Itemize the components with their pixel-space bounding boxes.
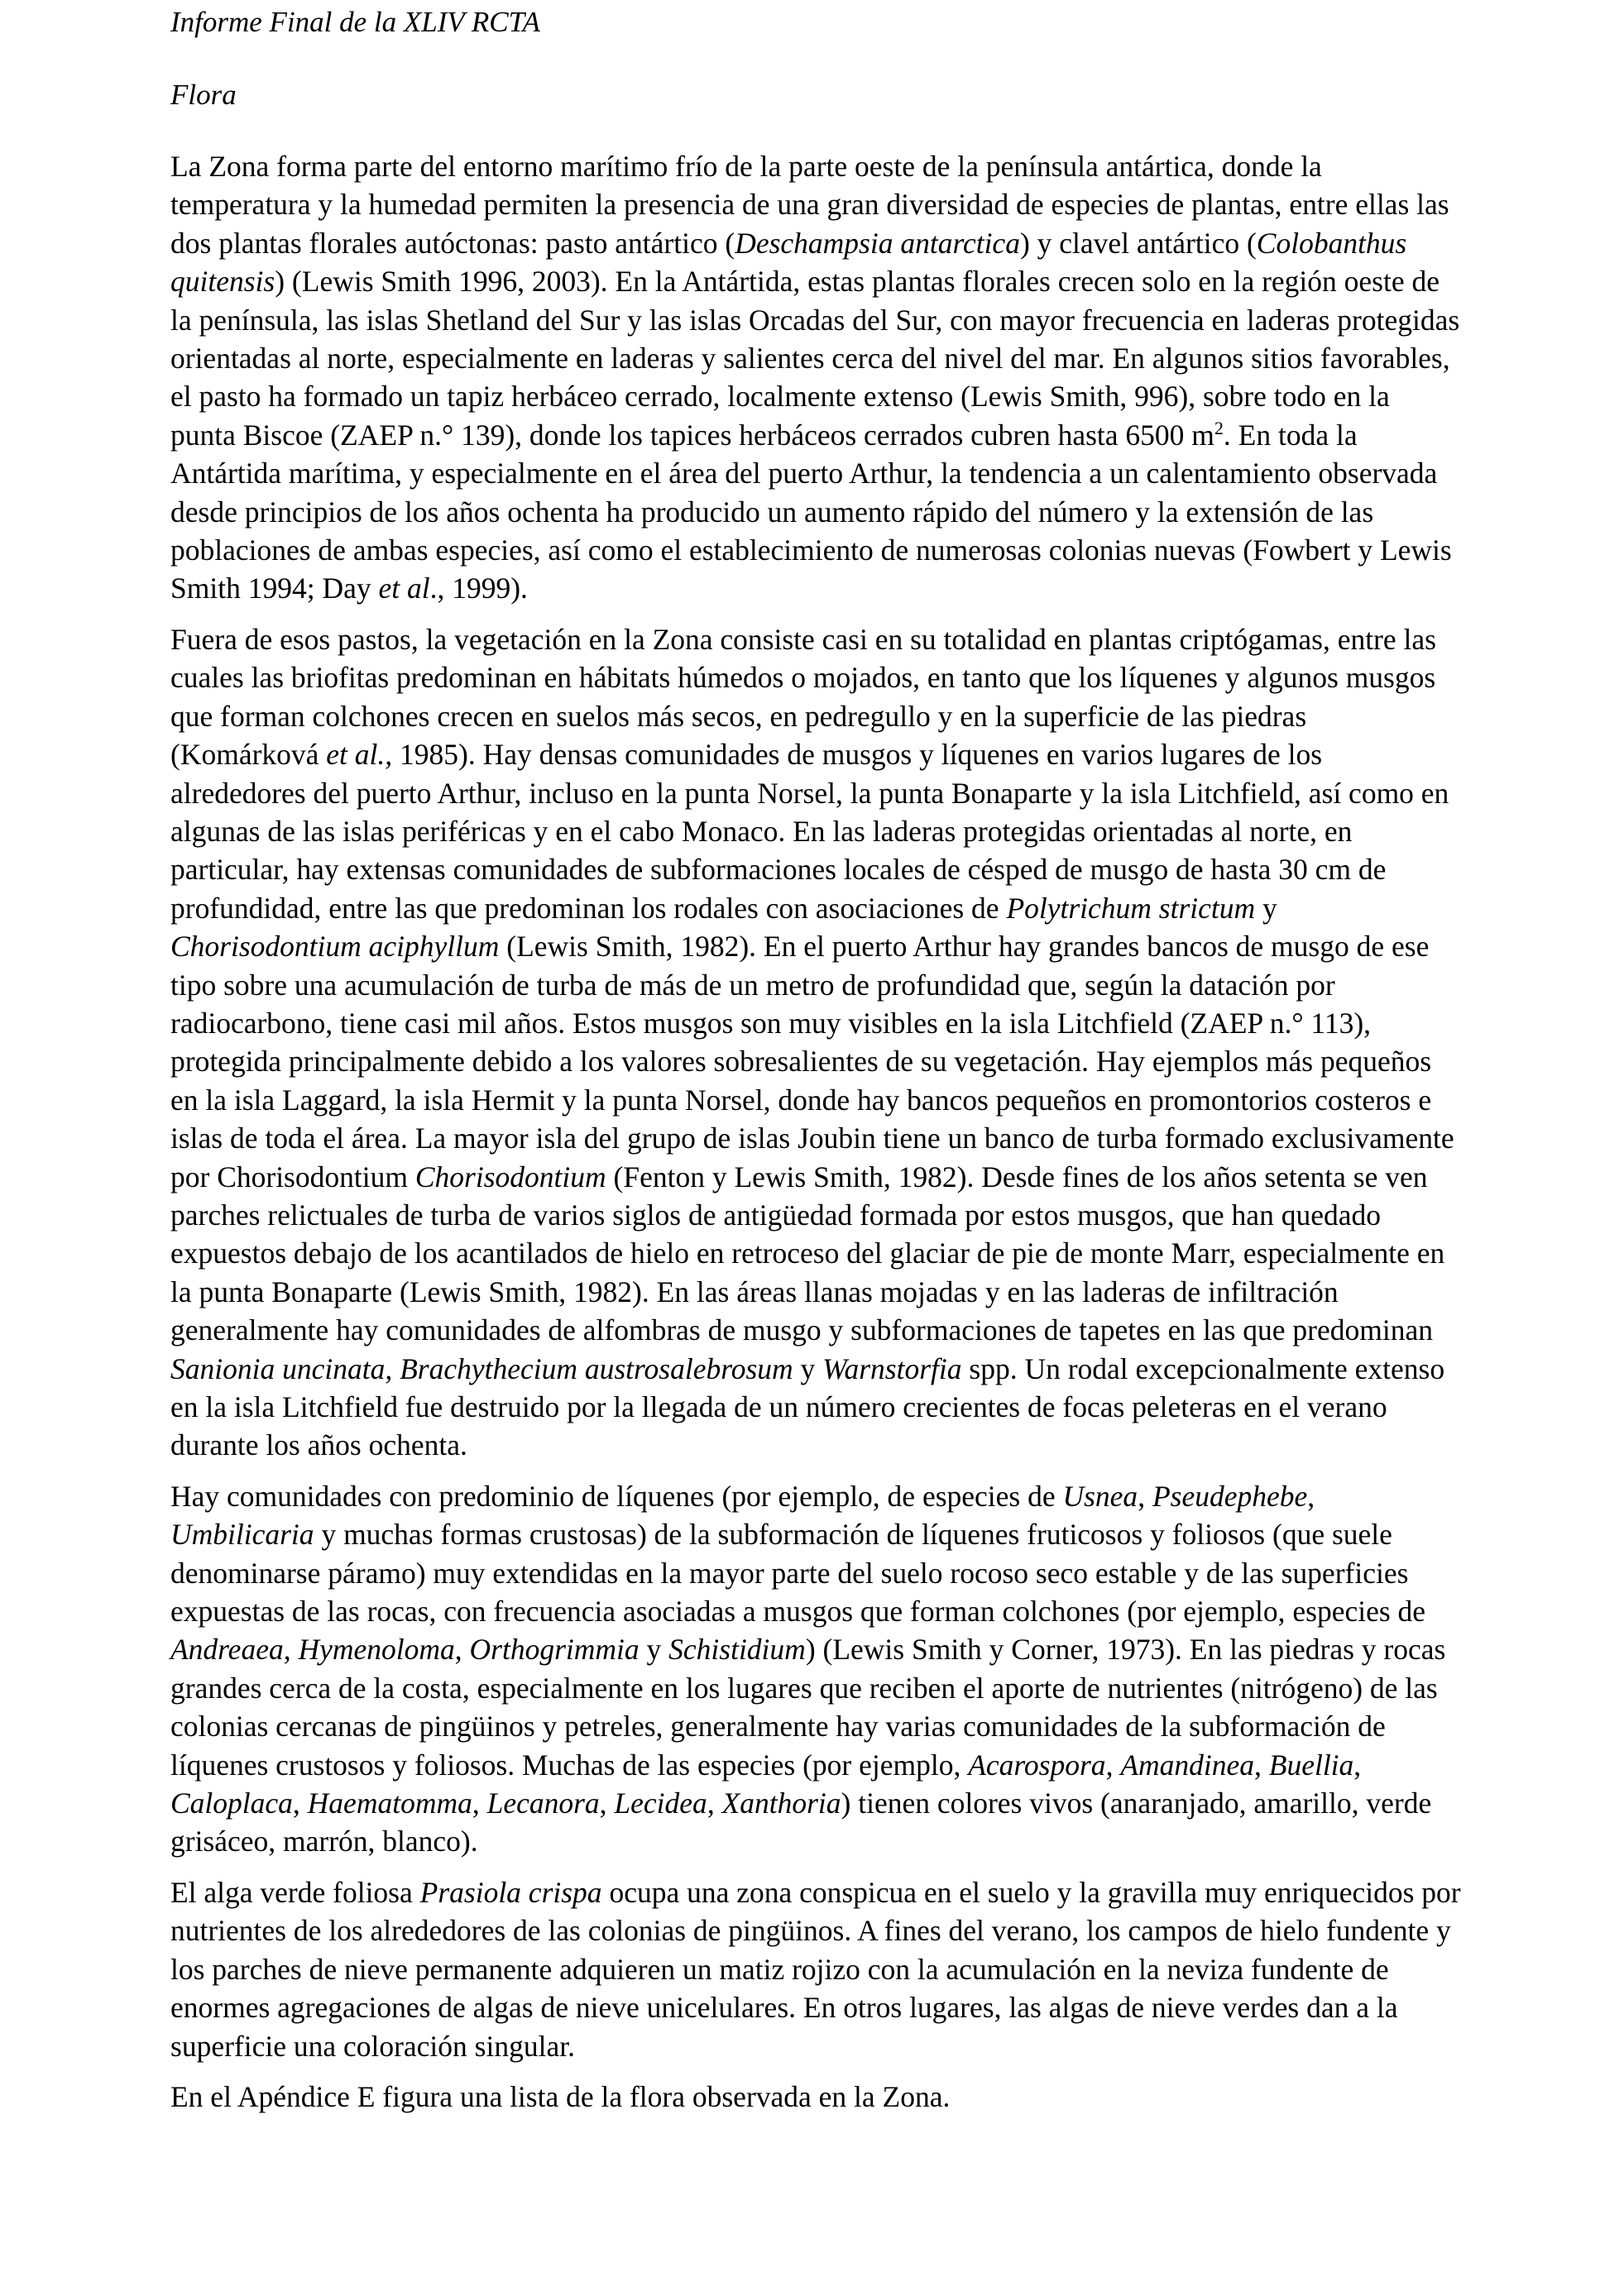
superscript: 2 xyxy=(1214,418,1224,439)
italic-text: Chorisodontium xyxy=(414,1160,606,1193)
italic-text: Polytrichum strictum xyxy=(1006,891,1256,925)
paragraph-2 xyxy=(170,620,1461,1465)
italic-text: Chorisodontium aciphyllum xyxy=(170,930,500,964)
paragraph-1 xyxy=(170,147,1461,608)
italic-text: Lecidea xyxy=(614,1787,707,1820)
text-segment: y muchas formas crustosas) de la subformación de líquenes fruticosos y foliosos (que suele denominarse páramo) muy extendidas en la mayor parte del suelo rocoso seco estable y de las superficies expuestas de las rocas, con frecuencia asociadas a musgos que forman colchones (por ejemplo, especies de xyxy=(170,1518,1426,1629)
italic-text: Caloplaca xyxy=(170,1787,293,1820)
text-segment: , xyxy=(1105,1748,1121,1782)
italic-text: Lecanora xyxy=(486,1787,600,1820)
text-segment: La Zona forma parte del entorno marítimo frío de la parte oeste de la península antártica, donde la temperatura y la humedad permiten la presencia de una gran diversidad de especies de plantas, entre ellas las dos plantas florales autóctonas: pasto antártico ( xyxy=(170,150,1449,260)
text-segment: ) tienen colores vivos (anaranjado, amarillo, verde grisáceo, marrón, blanco). xyxy=(170,1787,1432,1858)
text-segment: , xyxy=(472,1787,487,1820)
italic-text: Haematomma xyxy=(307,1787,472,1820)
text-segment: Hay comunidades con predominio de líquenes (por ejemplo, de especies de xyxy=(170,1479,1063,1513)
text-segment: ) y clavel antártico ( xyxy=(1019,226,1257,260)
text-segment: 1985). Hay densas comunidades de musgos y líquenes en varios lugares de los alrededores del puerto Arthur, incluso en la punta Norsel, la punta Bonaparte y la isla Litchfield, así como en algunas de las islas periféricas y en el cabo Monaco. En las laderas protegidas orientadas al norte, en particular, hay extensas comunidades de subformaciones locales de césped de musgo de hasta 30 cm de profundidad, entre las que predominan los rodales con asociaciones de xyxy=(170,738,1449,925)
text-segment: , xyxy=(283,1633,299,1667)
text-segment: ocupa una zona conspicua en el suelo y la gravilla muy enriquecidos por nutrientes de los alrededores de las colonias de pingüinos. A fines del verano, los campos de hielo fundente y los parches de nieve permanente adquieren un matiz rojizo con la acumulación en la neviza fundente de enormes agregaciones de algas de nieve unicelulares. En otros lugares, las algas de nieve verdes dan a la superficie una coloración singular. xyxy=(170,1875,1461,2063)
text-segment: Fuera de esos pastos, la vegetación en la Zona consiste casi en su totalidad en plantas criptógamas, entre las cuales las briofitas predominan en hábitats húmedos o mojados, en tanto que los líquenes y algunos musgos que forman colchones crecen en suelos más secos, en pedregullo y en la superficie de las piedras (Komárková xyxy=(170,622,1436,772)
text-segment: En el Apéndice E figura una lista de la flora observada en la Zona. xyxy=(170,2079,951,2113)
text-segment: ) (Lewis Smith 1996, 2003). En la Antártida, estas plantas florales crecen solo en la región oeste de la península, las islas Shetland del Sur y las islas Orcadas del Sur, con mayor frecuencia en laderas protegidas orientadas al norte, especialmente en laderas y salientes cerca del nivel del mar. En algunos sitios favorables, el pasto ha formado un tapiz herbáceo cerrado, localmente extenso (Lewis Smith, 996), sobre todo en la punta Biscoe (ZAEP n.° 139), donde los tapices herbáceos cerrados cubren hasta 6500 m xyxy=(170,265,1460,452)
running-header: Informe Final de la XLIV RCTA xyxy=(170,6,540,38)
italic-text: et al., xyxy=(326,738,393,772)
text-segment: (Lewis Smith, 1982). En el puerto Arthur hay grandes bancos de musgo de ese tipo sobre una acumulación de turba de más de un metro de profundidad que, según la datación por radiocarbono, tiene casi mil años. Estos musgos son muy visibles en la isla Litchfield (ZAEP n.° 113), protegida principalmente debido a los valores sobresalientes de su vegetación. Hay ejemplos más pequeños en la isla Laggard, la isla Hermit y la punta Norsel, donde hay bancos pequeños en promontorios costeros e islas de toda el área. La mayor isla del grupo de islas Joubin tiene un banco de turba formado exclusivamente por Chorisodontium xyxy=(170,930,1454,1193)
text-segment: y xyxy=(639,1633,669,1667)
section-heading: Flora xyxy=(170,79,237,111)
text-segment: , xyxy=(599,1787,615,1820)
paragraph-5 xyxy=(170,2078,1461,2116)
italic-text: Umbilicaria xyxy=(170,1518,314,1552)
italic-text: Andreaea xyxy=(170,1633,284,1667)
italic-text: Pseudephebe xyxy=(1152,1479,1308,1513)
italic-text: Orthogrimmia xyxy=(469,1633,640,1667)
paragraph-3 xyxy=(170,1477,1461,1861)
text-segment: , xyxy=(1138,1479,1152,1513)
italic-text: et al xyxy=(378,572,430,605)
text-segment: , xyxy=(1353,1748,1362,1782)
italic-text: Schistidium xyxy=(668,1633,806,1667)
italic-text: Hymenoloma xyxy=(298,1633,455,1667)
text-segment: . En toda la Antártida marítima, y especialmente en el área del puerto Arthur, la tendencia a un calentamiento observada desde principios de los años ochenta ha producido un aumento rápido del número y la extensión de las poblaciones de ambas especies, así como el establecimiento de numerosas colonias nuevas (Fowbert y Lewis Smith 1994; Day xyxy=(170,418,1452,605)
italic-text: Prasiola crispa xyxy=(419,1875,602,1909)
text-segment: El alga verde foliosa xyxy=(170,1875,420,1909)
text-segment: ., 1999). xyxy=(429,572,528,605)
italic-text: Acarospora xyxy=(968,1748,1106,1782)
text-segment: , xyxy=(1254,1748,1269,1782)
text-segment: , xyxy=(454,1633,470,1667)
body-text xyxy=(170,147,1461,2116)
text-segment: spp. Un rodal excepcionalmente extenso en la isla Litchfield fue destruido por la llegada de un número crecientes de focas peleteras en el verano durante los años ochenta. xyxy=(170,1351,1445,1462)
paragraph-4 xyxy=(170,1873,1461,2065)
italic-text: Warnstorfia xyxy=(822,1351,962,1385)
text-segment: , xyxy=(1307,1479,1315,1513)
italic-text: Sanionia uncinata, Brachythecium austrosalebrosum xyxy=(170,1351,793,1385)
italic-text: Buellia xyxy=(1268,1748,1354,1782)
text-segment: y xyxy=(793,1351,823,1385)
text-segment: (Fenton y Lewis Smith, 1982). Desde fines de los años setenta se ven parches relictuales de turba de varios siglos de antigüedad formada por estos musgos, que han quedado expuestos debajo de los acantilados de hielo en retroceso del glaciar de pie de monte Marr, especialmente en la punta Bonaparte (Lewis Smith, 1982). En las áreas llanas mojadas y en las laderas de infiltración generalmente hay comunidades de alfombras de musgo y subformaciones de tapetes en las que predominan xyxy=(170,1160,1445,1347)
text-segment: , xyxy=(707,1787,722,1820)
italic-text: Deschampsia antarctica xyxy=(735,226,1020,260)
document-page xyxy=(170,0,1461,2128)
italic-text: Xanthoria xyxy=(721,1787,841,1820)
text-segment: , xyxy=(292,1787,308,1820)
text-segment: ) (Lewis Smith y Corner, 1973). En las piedras y rocas grandes cerca de la costa, especialmente en los lugares que reciben el aporte de nutrientes (nitrógeno) de las colonias cercanas de pingüinos y petreles, generalmente hay varias comunidades de la subformación de líquenes crustosos y foliosos. Muchas de las especies (por ejemplo, xyxy=(170,1633,1446,1782)
italic-text: Usnea xyxy=(1062,1479,1138,1513)
italic-text: Amandinea xyxy=(1120,1748,1255,1782)
text-segment: y xyxy=(1255,891,1277,925)
italic-text: Colobanthus quitensis xyxy=(170,226,1407,299)
